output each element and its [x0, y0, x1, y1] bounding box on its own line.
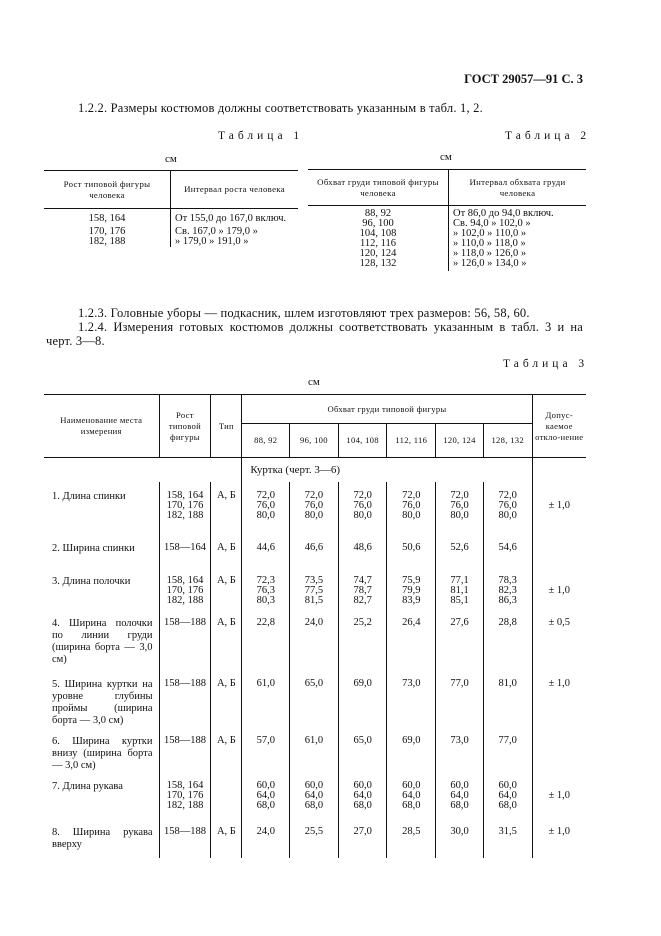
- measure-value: 46,6: [304, 541, 324, 553]
- type-cell: А, Б: [211, 482, 242, 534]
- value-cell: [436, 567, 484, 609]
- table1-unit: см: [165, 153, 177, 165]
- tolerance-cell: ± 1,0: [548, 825, 571, 837]
- value-cell: [338, 567, 387, 609]
- measure-value: 76,0: [498, 499, 517, 511]
- measure-value: 73,0: [450, 734, 469, 746]
- height-cell: [159, 534, 211, 567]
- measure-value: 76,0: [304, 499, 324, 511]
- height-value: 158—188: [163, 734, 206, 746]
- value-cell: [483, 534, 532, 567]
- height-cell: [159, 567, 211, 609]
- measure-value: 77,1: [450, 574, 469, 586]
- measure-value: 81,5: [304, 594, 324, 606]
- measure-value: 44,6: [256, 541, 275, 553]
- table1-height-cell: 158, 164: [44, 209, 171, 227]
- tolerance-cell: ± 1,0: [548, 584, 571, 596]
- measure-value: 68,0: [353, 799, 372, 811]
- table-row: [44, 237, 298, 247]
- table3-chest-col: 120, 124: [436, 424, 484, 458]
- table3-caption: Таблица 3: [503, 358, 589, 370]
- measure-value: 80,0: [304, 509, 324, 521]
- measure-value: 64,0: [353, 789, 372, 801]
- table2-interval-cell: » 110,0 » 118,0 »: [453, 238, 526, 249]
- tolerance-cell: [532, 534, 586, 567]
- measure-value: 60,0: [256, 779, 275, 791]
- type-cell: [211, 772, 242, 818]
- measurement-name: 8. Ширина рукава вверху: [44, 818, 159, 858]
- table-row: [44, 227, 298, 237]
- height-value: 182, 188: [166, 509, 204, 521]
- measure-value: 85,1: [450, 594, 469, 606]
- table3-col-chest: Обхват груди типовой фигуры: [242, 395, 532, 424]
- tolerance-cell: ± 1,0: [548, 677, 571, 689]
- page-header: ГОСТ 29057—91 С. 3: [464, 72, 583, 86]
- measure-value: 28,8: [498, 616, 517, 628]
- table-row: [308, 229, 586, 239]
- measure-value: 24,0: [304, 616, 324, 628]
- value-cell: [483, 567, 532, 609]
- value-cell: [290, 772, 339, 818]
- value-cell: [436, 534, 484, 567]
- tolerance-cell: [532, 727, 586, 772]
- table-row: [308, 219, 586, 229]
- measure-value: 81,0: [498, 677, 517, 689]
- table2-col-chest: Обхват груди типовой фигуры человека: [308, 170, 449, 206]
- type-cell: А, Б: [211, 670, 242, 727]
- measure-value: 68,0: [450, 799, 469, 811]
- measure-value: 69,0: [402, 734, 421, 746]
- table3-chest-col: 104, 108: [338, 424, 387, 458]
- value-cell: [242, 567, 290, 609]
- value-cell: [242, 534, 290, 567]
- value-cell: [338, 772, 387, 818]
- height-cell: [159, 727, 211, 772]
- table-row: [308, 239, 586, 249]
- table-row: [44, 670, 586, 727]
- value-cell: [483, 818, 532, 858]
- height-cell: [159, 772, 211, 818]
- type-cell: А, Б: [211, 534, 242, 567]
- type-cell: А, Б: [211, 609, 242, 670]
- value-cell: [290, 482, 339, 534]
- measure-value: 76,3: [256, 584, 275, 596]
- measure-value: 81,1: [450, 584, 469, 596]
- measure-value: 22,8: [256, 616, 275, 628]
- section-title: Куртка (черт. 3—6): [242, 458, 532, 482]
- value-cell: [290, 818, 339, 858]
- value-cell: [338, 609, 387, 670]
- value-cell: [242, 670, 290, 727]
- table3-chest-col: 96, 100: [290, 424, 339, 458]
- table3-section-row: [44, 458, 586, 482]
- table-row: [308, 259, 586, 271]
- value-cell: [242, 772, 290, 818]
- measure-value: 72,3: [256, 574, 275, 586]
- measure-value: 52,6: [450, 541, 469, 553]
- measure-value: 76,0: [402, 499, 421, 511]
- table-row: [308, 249, 586, 259]
- table-row: [44, 482, 586, 534]
- value-cell: [338, 818, 387, 858]
- table3-col-height: Рост типовой фигуры: [159, 395, 211, 458]
- value-cell: [242, 609, 290, 670]
- measure-value: 78,7: [353, 584, 372, 596]
- table-row: [44, 609, 586, 670]
- table1-interval-cell: От 155,0 до 167,0 включ.: [175, 213, 287, 224]
- measure-value: 77,5: [304, 584, 324, 596]
- measurement-name: 7. Длина рукава: [44, 772, 159, 818]
- value-cell: [338, 482, 387, 534]
- height-cell: [159, 670, 211, 727]
- table2-interval-cell: » 118,0 » 126,0 »: [453, 248, 527, 259]
- measure-value: 79,9: [402, 584, 421, 596]
- type-cell: А, Б: [211, 727, 242, 772]
- measure-value: 77,0: [498, 734, 517, 746]
- table-row: [308, 206, 586, 220]
- measure-value: 76,0: [450, 499, 469, 511]
- table-row: [44, 818, 586, 858]
- value-cell: [242, 727, 290, 772]
- measure-value: 82,3: [498, 584, 517, 596]
- height-cell: [159, 609, 211, 670]
- measure-value: 27,0: [353, 825, 372, 837]
- tolerance-cell: ± 0,5: [548, 616, 571, 628]
- table1-height-cell: 182, 188: [44, 237, 171, 247]
- height-value: 158, 164: [166, 779, 204, 791]
- table2-interval-cell: Св. 94,0 » 102,0 »: [453, 218, 531, 229]
- measure-value: 25,2: [353, 616, 372, 628]
- measurement-name: 2. Ширина спинки: [44, 534, 159, 567]
- value-cell: [436, 670, 484, 727]
- table2: [308, 169, 586, 271]
- measure-value: 61,0: [256, 677, 275, 689]
- measure-value: 28,5: [402, 825, 421, 837]
- measure-value: 72,0: [256, 489, 275, 501]
- measure-value: 80,0: [450, 509, 469, 521]
- table1-col-height: Рост типовой фигуры человека: [44, 171, 171, 209]
- measurement-name: 1. Длина спинки: [44, 482, 159, 534]
- measure-value: 69,0: [353, 677, 372, 689]
- table1: [44, 170, 298, 247]
- value-cell: [338, 534, 387, 567]
- table1-interval-cell: » 179,0 » 191,0 »: [175, 235, 249, 247]
- measurement-name: 3. Длина полочки: [44, 567, 159, 609]
- measure-value: 72,0: [450, 489, 469, 501]
- height-cell: [159, 482, 211, 534]
- value-cell: [436, 818, 484, 858]
- table3-col-name: Наименование места измерения: [44, 395, 159, 458]
- value-cell: [290, 670, 339, 727]
- value-cell: [387, 534, 436, 567]
- value-cell: [387, 772, 436, 818]
- measure-value: 57,0: [256, 734, 275, 746]
- measure-value: 60,0: [402, 779, 421, 791]
- measure-value: 80,0: [498, 509, 517, 521]
- table3-chest-col: 88, 92: [242, 424, 290, 458]
- height-value: 170, 176: [166, 499, 204, 511]
- measure-value: 76,0: [353, 499, 372, 511]
- measure-value: 64,0: [450, 789, 469, 801]
- measure-value: 31,5: [498, 825, 517, 837]
- measure-value: 60,0: [450, 779, 469, 791]
- measure-value: 68,0: [304, 799, 324, 811]
- measurement-name: 4. Ширина полочки по линии груди (ширина борта — 3,0 см): [44, 609, 159, 670]
- measure-value: 60,0: [304, 779, 324, 791]
- table-row: [44, 567, 586, 609]
- measure-value: 77,0: [450, 677, 469, 689]
- height-value: 158, 164: [166, 574, 204, 586]
- measure-value: 60,0: [498, 779, 517, 791]
- table2-chest-cell: 128, 132: [308, 259, 449, 271]
- table-row: [44, 209, 298, 227]
- height-value: 158—164: [163, 541, 206, 553]
- measure-value: 82,7: [353, 594, 372, 606]
- table3-unit: см: [308, 376, 320, 388]
- measure-value: 54,6: [498, 541, 517, 553]
- value-cell: [242, 482, 290, 534]
- measure-value: 72,0: [304, 489, 324, 501]
- measure-value: 83,9: [402, 594, 421, 606]
- height-value: 182, 188: [166, 799, 204, 811]
- measure-value: 65,0: [304, 677, 324, 689]
- measure-value: 80,0: [402, 509, 421, 521]
- height-value: 170, 176: [166, 789, 204, 801]
- measure-value: 72,0: [498, 489, 517, 501]
- measure-value: 68,0: [402, 799, 421, 811]
- table3-col-type: Тип: [211, 395, 242, 458]
- measure-value: 72,0: [353, 489, 372, 501]
- measure-value: 27,6: [450, 616, 469, 628]
- measure-value: 68,0: [256, 799, 275, 811]
- value-cell: [483, 727, 532, 772]
- value-cell: [338, 727, 387, 772]
- measurement-name: 6. Ширина куртки внизу (ширина борта — 3,0 см): [44, 727, 159, 772]
- table2-chest-cell: 104, 108: [308, 229, 449, 239]
- measure-value: 24,0: [256, 825, 275, 837]
- tolerance-cell: ± 1,0: [548, 789, 571, 801]
- measurement-name: 5. Ширина куртки на уровне глубины проймы (ширина борта — 3,0 см): [44, 670, 159, 727]
- measure-value: 80,3: [256, 594, 275, 606]
- height-value: 170, 176: [166, 584, 204, 596]
- measure-value: 64,0: [402, 789, 421, 801]
- height-cell: [159, 818, 211, 858]
- measure-value: 61,0: [304, 734, 324, 746]
- paragraph-1-2-3: 1.2.3. Головные уборы — подкасник, шлем изготовляют трех размеров: 56, 58, 60.: [78, 306, 530, 320]
- value-cell: [387, 567, 436, 609]
- table1-col-interval: Интервал роста человека: [184, 184, 285, 194]
- table2-interval-cell: » 102,0 » 110,0 »: [453, 228, 527, 239]
- value-cell: [387, 818, 436, 858]
- measure-value: 25,5: [304, 825, 324, 837]
- value-cell: [436, 772, 484, 818]
- type-cell: А, Б: [211, 818, 242, 858]
- measure-value: 76,0: [256, 499, 275, 511]
- measure-value: 48,6: [353, 541, 372, 553]
- table3: [44, 394, 586, 858]
- measure-value: 75,9: [402, 574, 421, 586]
- table-row: [44, 534, 586, 567]
- height-value: 158, 164: [166, 489, 204, 501]
- measure-value: 64,0: [304, 789, 324, 801]
- value-cell: [436, 482, 484, 534]
- value-cell: [387, 609, 436, 670]
- table2-caption: Таблица 2: [505, 130, 591, 142]
- measure-value: 86,3: [498, 594, 517, 606]
- value-cell: [387, 482, 436, 534]
- table3-col-tolerance: Допус-каемое откло-нение: [532, 395, 586, 458]
- value-cell: [242, 818, 290, 858]
- measure-value: 74,7: [353, 574, 372, 586]
- paragraph-1-2-4: 1.2.4. Измерения готовых костюмов должны соответствовать указанным в табл. 3 и на черт. 3—8.: [46, 320, 583, 348]
- table1-interval-cell: Св. 167,0 » 179,0 »: [175, 225, 258, 237]
- measure-value: 73,5: [304, 574, 324, 586]
- measure-value: 26,4: [402, 616, 421, 628]
- table3-chest-col: 128, 132: [483, 424, 532, 458]
- table2-interval-cell: » 126,0 » 134,0 »: [453, 258, 527, 269]
- paragraph-1-2-2: 1.2.2. Размеры костюмов должны соответствовать указанным в табл. 1, 2.: [78, 101, 483, 115]
- value-cell: [290, 567, 339, 609]
- table2-chest-cell: 120, 124: [308, 249, 449, 259]
- tolerance-cell: ± 1,0: [548, 499, 571, 511]
- height-value: 158—188: [163, 616, 206, 628]
- measure-value: 60,0: [353, 779, 372, 791]
- measure-value: 64,0: [256, 789, 275, 801]
- table1-height-cell: 170, 176: [44, 227, 171, 237]
- measure-value: 80,0: [353, 509, 372, 521]
- measure-value: 78,3: [498, 574, 517, 586]
- value-cell: [290, 534, 339, 567]
- table2-chest-cell: 96, 100: [308, 219, 449, 229]
- value-cell: [290, 609, 339, 670]
- table3-chest-col: 112, 116: [387, 424, 436, 458]
- measure-value: 73,0: [402, 677, 421, 689]
- value-cell: [436, 609, 484, 670]
- value-cell: [387, 670, 436, 727]
- table2-unit: см: [440, 151, 452, 163]
- measure-value: 68,0: [498, 799, 517, 811]
- value-cell: [387, 727, 436, 772]
- table-row: [44, 727, 586, 772]
- value-cell: [290, 727, 339, 772]
- table-row: [44, 772, 586, 818]
- measure-value: 80,0: [256, 509, 275, 521]
- height-value: 182, 188: [166, 594, 204, 606]
- table2-col-interval: Интервал обхвата груди человека: [469, 176, 566, 198]
- value-cell: [483, 609, 532, 670]
- value-cell: [483, 772, 532, 818]
- value-cell: [483, 670, 532, 727]
- measure-value: 50,6: [402, 541, 421, 553]
- measure-value: 64,0: [498, 789, 517, 801]
- table2-interval-cell: От 86,0 до 94,0 включ.: [453, 208, 554, 219]
- value-cell: [338, 670, 387, 727]
- height-value: 158—188: [163, 825, 206, 837]
- table2-chest-cell: 112, 116: [308, 239, 449, 249]
- table2-chest-cell: 88, 92: [308, 206, 449, 220]
- height-value: 158—188: [163, 677, 206, 689]
- type-cell: А, Б: [211, 567, 242, 609]
- value-cell: [483, 482, 532, 534]
- measure-value: 30,0: [450, 825, 469, 837]
- measure-value: 65,0: [353, 734, 372, 746]
- table1-caption: Таблица 1: [218, 130, 304, 142]
- value-cell: [436, 727, 484, 772]
- measure-value: 72,0: [402, 489, 421, 501]
